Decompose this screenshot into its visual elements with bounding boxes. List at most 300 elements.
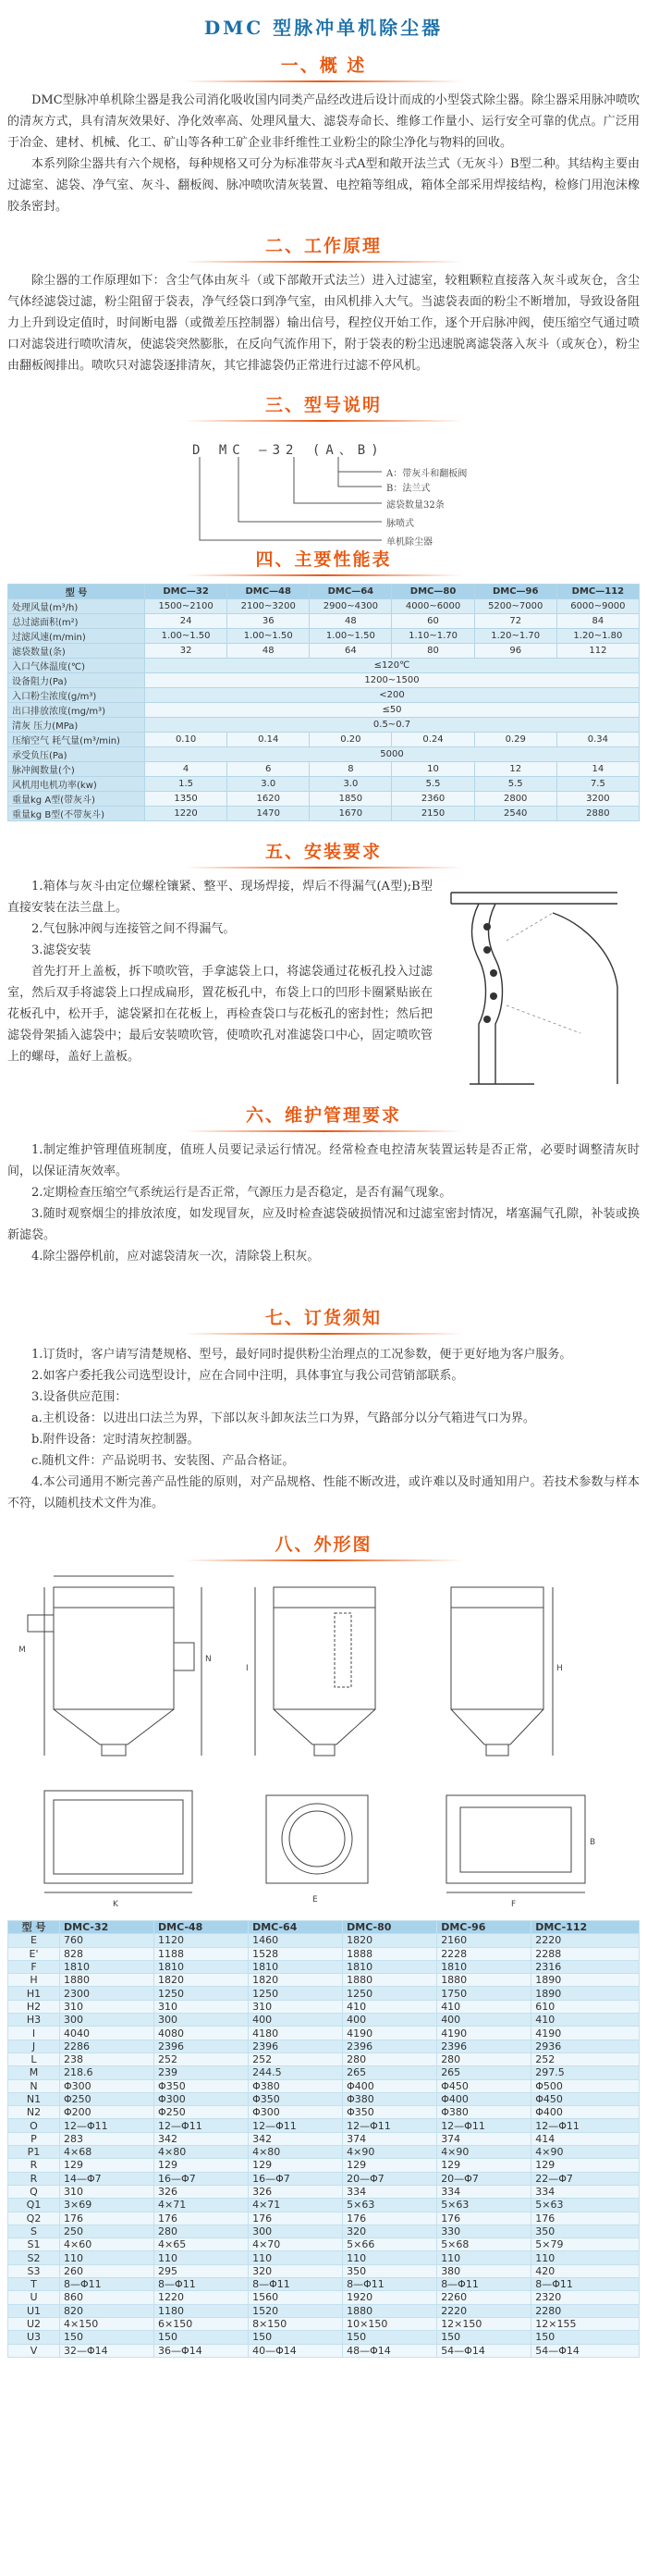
dimension-cell: 334	[437, 2185, 531, 2198]
dim-header-cell: DMC-80	[343, 1921, 437, 1934]
dimension-row	[8, 2027, 640, 2040]
model-label-pulse: 脉喷式	[386, 519, 414, 529]
dimension-cell: 326	[154, 2185, 249, 2198]
dimension-row	[8, 2264, 640, 2277]
dimension-cell: 1880	[437, 1974, 531, 1987]
maintenance-item-3: 3.随时观察烟尘的排放浓度，如发现冒灰，应及时检查滤袋破损情况和过滤室密封情况，堵塞漏气孔隙，补装或换新滤袋。	[7, 1207, 640, 1242]
spec-cell: 8	[310, 762, 392, 777]
dimension-cell: 280	[437, 2052, 531, 2065]
dimension-cell-label: J	[8, 2040, 60, 2052]
dimension-cell: 4190	[437, 2027, 531, 2040]
dimension-cell: 342	[249, 2132, 343, 2145]
spec-row	[8, 718, 640, 733]
dimension-cell: 252	[154, 2052, 249, 2065]
spec-cell-label: 压缩空气 耗气量(m³/min)	[8, 733, 145, 747]
dimension-cell-label: R	[8, 2172, 60, 2185]
spec-cell: 4000~6000	[392, 599, 474, 614]
dimension-cell: 14—Φ7	[60, 2172, 154, 2185]
spec-row	[8, 777, 640, 792]
dim-label-k: K	[113, 1900, 118, 1909]
dimension-cell: 10×150	[343, 2317, 437, 2330]
dimension-row	[8, 2146, 640, 2159]
dimension-cell: 300	[60, 2014, 154, 2027]
dimension-cell: 610	[531, 2000, 640, 2013]
spec-cell: 3200	[556, 792, 639, 807]
dimension-cell: 1120	[154, 1934, 249, 1947]
spec-cell: 24	[145, 614, 227, 629]
dimension-cell: 2160	[437, 1934, 531, 1947]
section-heading-outline	[7, 1531, 640, 1561]
dimension-cell: 150	[249, 2331, 343, 2344]
dimension-cell: 20—Φ7	[343, 2172, 437, 2185]
dimension-row	[8, 2331, 640, 2344]
spec-row	[8, 599, 640, 614]
dimension-row	[8, 2040, 640, 2052]
dimension-cell: 350	[531, 2225, 640, 2237]
spec-cell: 36	[227, 614, 310, 629]
dimension-cell-label: P	[8, 2132, 60, 2145]
spec-cell: 0.5~0.7	[145, 718, 640, 733]
dimension-cell: 1220	[154, 2291, 249, 2304]
spec-row	[8, 762, 640, 777]
dimension-cell: 1810	[343, 1960, 437, 1973]
dimension-cell: Φ380	[343, 2092, 437, 2105]
spec-cell: 32	[145, 644, 227, 659]
spec-header-cell: DMC—112	[556, 585, 639, 599]
spec-cell: 1.20~1.80	[556, 629, 639, 644]
dimension-cell-label: U3	[8, 2331, 60, 2344]
dimension-row	[8, 2159, 640, 2172]
dimension-cell: 1890	[531, 1974, 640, 1987]
dimension-cell: 16—Φ7	[154, 2172, 249, 2185]
dimension-cell: Φ200	[60, 2106, 154, 2119]
dimension-cell-label: E	[8, 1934, 60, 1947]
dimension-cell: 129	[249, 2159, 343, 2172]
maintenance-item-1: 1.制定维护管理值班制度，值班人员要记录运行情况。经常检查电控清灰装置运转是否正常，必要时调整清灰时间，以保证清灰效率。	[7, 1143, 640, 1178]
dimension-cell: 4×65	[154, 2238, 249, 2251]
dimension-cell: 4×90	[343, 2146, 437, 2159]
spec-cell: 5.5	[474, 777, 556, 792]
dimension-cell-label: R	[8, 2159, 60, 2172]
spec-cell: 0.10	[145, 733, 227, 747]
spec-cell: 48	[310, 614, 392, 629]
install-text	[7, 876, 442, 1089]
spec-cell: 1220	[145, 807, 227, 821]
spec-row	[8, 614, 640, 629]
spec-header-cell: DMC—80	[392, 585, 474, 599]
section-heading-principle	[7, 232, 640, 263]
dimension-row	[8, 2238, 640, 2251]
spec-cell: 3.0	[310, 777, 392, 792]
spec-cell-label: 设备阻力(Pa)	[8, 673, 145, 688]
heading-underline	[185, 1333, 462, 1335]
dimension-cell: 129	[154, 2159, 249, 2172]
dimension-cell-label: N	[8, 2079, 60, 2092]
dimension-cell: 326	[249, 2185, 343, 2198]
dimension-cell: 12—Φ11	[249, 2119, 343, 2132]
spec-cell: 1.20~1.70	[474, 629, 556, 644]
dimension-cell: 12—Φ11	[531, 2119, 640, 2132]
dimension-cell: 410	[437, 2000, 531, 2013]
dimension-cell: 320	[249, 2264, 343, 2277]
dimension-cell: 1180	[154, 2304, 249, 2317]
dimension-cell: 250	[60, 2225, 154, 2237]
spec-header-cell: DMC—32	[145, 585, 227, 599]
dimension-cell: 129	[437, 2159, 531, 2172]
dimension-cell: 4×90	[531, 2146, 640, 2159]
dimension-cell: 40—Φ14	[249, 2344, 343, 2357]
dimension-cell: 110	[531, 2251, 640, 2264]
dimension-cell: 5×79	[531, 2238, 640, 2251]
dimension-cell-label: Q	[8, 2185, 60, 2198]
section-heading-specs	[7, 546, 640, 576]
dimension-cell: Φ350	[154, 2079, 249, 2092]
spec-cell: 2360	[392, 792, 474, 807]
dimension-cell: 252	[531, 2052, 640, 2065]
spec-cell-label: 重量kg A型(带灰斗)	[8, 792, 145, 807]
spec-cell: 1850	[310, 792, 392, 807]
dimension-cell: 176	[249, 2212, 343, 2225]
dimension-cell: 32—Φ14	[60, 2344, 154, 2357]
dimension-cell: 4190	[343, 2027, 437, 2040]
dimension-cell: 320	[343, 2225, 437, 2237]
dimension-cell-label: I	[8, 2027, 60, 2040]
dimension-cell: 380	[437, 2264, 531, 2277]
dimension-cell: 1890	[531, 1987, 640, 2000]
heading-text: 四、主要性能表	[255, 549, 392, 570]
install-block	[7, 876, 640, 1089]
dimension-cell: 1880	[343, 1974, 437, 1987]
dimension-cell: 400	[249, 2014, 343, 2027]
spec-cell: 0.14	[227, 733, 310, 747]
filter-bag-drawing	[442, 885, 630, 1089]
spec-cell: 6000~9000	[556, 599, 639, 614]
dimension-cell: 334	[531, 2185, 640, 2198]
model-code-part: —32	[259, 443, 299, 458]
dimension-cell: 12×150	[437, 2317, 531, 2330]
section-heading-model	[7, 391, 640, 422]
dimension-row	[8, 2106, 640, 2119]
dimension-cell-label: Q2	[8, 2212, 60, 2225]
dimension-cell-label: M	[8, 2066, 60, 2079]
dimension-cell: 2280	[531, 2304, 640, 2317]
dimension-cell: 5×66	[343, 2238, 437, 2251]
dimension-cell: 4×71	[154, 2199, 249, 2212]
spec-cell: 6	[227, 762, 310, 777]
dimension-cell-label: S2	[8, 2251, 60, 2264]
spec-row	[8, 747, 640, 762]
dim-header-cell: 型 号	[8, 1921, 60, 1934]
spec-row	[8, 792, 640, 807]
spec-cell-label: 承受负压(Pa)	[8, 747, 145, 762]
dim-label-h: H	[556, 1664, 563, 1673]
spec-cell: 0.20	[310, 733, 392, 747]
dimension-cell: 2936	[531, 2040, 640, 2052]
dimension-row	[8, 2317, 640, 2330]
spec-cell: ≤50	[145, 703, 640, 718]
dimension-cell: Φ500	[531, 2079, 640, 2092]
spec-cell: 64	[310, 644, 392, 659]
dimension-cell: 8—Φ11	[249, 2278, 343, 2291]
spec-cell-label: 出口排放浓度(mg/m³)	[8, 703, 145, 718]
spec-cell: 80	[392, 644, 474, 659]
dimension-cell: 48—Φ14	[343, 2344, 437, 2357]
dimension-cell: 8—Φ11	[531, 2278, 640, 2291]
spec-cell: 1350	[145, 792, 227, 807]
dimension-cell: 150	[343, 2331, 437, 2344]
dimension-cell-label: N1	[8, 2092, 60, 2105]
spec-row	[8, 688, 640, 703]
dimension-cell: 8×150	[249, 2317, 343, 2330]
dimension-cell: 410	[531, 2014, 640, 2027]
dimension-cell: Φ380	[249, 2079, 343, 2092]
spec-row	[8, 659, 640, 673]
side-elevation-drawing	[246, 1569, 403, 1763]
dimension-cell: 374	[343, 2132, 437, 2145]
dimension-cell: 828	[60, 1947, 154, 1960]
dimension-cell: 129	[343, 2159, 437, 2172]
dimension-cell: 150	[60, 2331, 154, 2344]
dimension-cell: 238	[60, 2052, 154, 2065]
dimension-cell: 239	[154, 2066, 249, 2079]
dimension-cell: 283	[60, 2132, 154, 2145]
dimension-cell: 16—Φ7	[249, 2172, 343, 2185]
spec-cell: 5.5	[392, 777, 474, 792]
dim-label-i: I	[246, 1664, 249, 1673]
dimension-cell: 244.5	[249, 2066, 343, 2079]
dimension-cell: 310	[60, 2000, 154, 2013]
dimension-row	[8, 2119, 640, 2132]
spec-cell: 2150	[392, 807, 474, 821]
install-item-1: 1.箱体与灰斗由定位螺栓镶紧、整平、现场焊接，焊后不得漏气(A型);B型直接安装在法兰盘上。	[7, 880, 433, 915]
dim-label-e: E	[312, 1895, 318, 1904]
dimension-table-body	[8, 1934, 640, 2358]
dimension-cell-label: S	[8, 2225, 60, 2237]
dimension-cell: 110	[60, 2251, 154, 2264]
model-label-bag-count: 滤袋数量32条	[386, 500, 445, 511]
dimension-row	[8, 2278, 640, 2291]
spec-cell: 1.00~1.50	[145, 629, 227, 644]
spec-cell-label: 滤袋数量(条)	[8, 644, 145, 659]
spec-cell: 5200~7000	[474, 599, 556, 614]
dimension-cell: 252	[249, 2052, 343, 2065]
spec-cell-label: 清灰 压力(MPa)	[8, 718, 145, 733]
spec-row	[8, 629, 640, 644]
dimension-cell: 280	[154, 2225, 249, 2237]
dimension-cell-label: T	[8, 2278, 60, 2291]
dimension-cell-label: Q1	[8, 2199, 60, 2212]
dimension-cell: 1880	[343, 2304, 437, 2317]
spec-cell: 10	[392, 762, 474, 777]
order-item-4: 4.本公司通用不断完善产品性能的原则，对产品规格、性能不断改进，或许难以及时通知用户。若技术参数与样本不符，以随机技术文件为准。	[7, 1475, 640, 1510]
spec-cell: ≤120℃	[145, 659, 640, 673]
dimension-cell-label: L	[8, 2052, 60, 2065]
dimension-cell: Φ350	[249, 2092, 343, 2105]
dimension-cell-label: V	[8, 2344, 60, 2357]
dimension-cell: 1460	[249, 1934, 343, 1947]
spec-cell: 48	[227, 644, 310, 659]
spec-cell: 2900~4300	[310, 599, 392, 614]
dimension-cell: Φ450	[437, 2079, 531, 2092]
heading-text: 五、安装要求	[264, 842, 382, 862]
dimension-cell: 2228	[437, 1947, 531, 1960]
dimension-cell: 4180	[249, 2027, 343, 2040]
dimension-cell: 1820	[249, 1974, 343, 1987]
dimension-cell: 310	[60, 2185, 154, 2198]
spec-cell: 96	[474, 644, 556, 659]
dimension-cell: 150	[437, 2331, 531, 2344]
spec-cell-label: 脉冲阀数量(个)	[8, 762, 145, 777]
dimension-cell: 12×155	[531, 2317, 640, 2330]
dimension-cell: 20—Φ7	[437, 2172, 531, 2185]
spec-cell: <200	[145, 688, 640, 703]
dimension-cell: 860	[60, 2291, 154, 2304]
dimension-cell: 129	[531, 2159, 640, 2172]
dimension-cell: 22—Φ7	[531, 2172, 640, 2185]
dimension-row	[8, 2052, 640, 2065]
dimension-cell: 350	[343, 2264, 437, 2277]
heading-underline	[185, 867, 462, 869]
dimension-cell: 150	[154, 2331, 249, 2344]
dimension-cell: 300	[249, 2225, 343, 2237]
dimension-cell: 374	[437, 2132, 531, 2145]
order-item-b: b.附件设备：定时清灰控制器。	[31, 1433, 200, 1447]
order-item-2: 2.如客户委托我公司选型设计，应在合同中注明，具体事宜与我公司营销部联系。	[31, 1369, 464, 1383]
dimension-cell: 1188	[154, 1947, 249, 1960]
dimension-cell: 414	[531, 2132, 640, 2145]
dimension-row	[8, 2185, 640, 2198]
spec-cell: 12	[474, 762, 556, 777]
dimension-cell: 176	[531, 2212, 640, 2225]
dimension-row	[8, 1987, 640, 2000]
dimension-cell: 1520	[249, 2304, 343, 2317]
dimension-row	[8, 2291, 640, 2304]
spec-cell: 60	[392, 614, 474, 629]
dimension-cell: 5×63	[531, 2199, 640, 2212]
dimension-row	[8, 2014, 640, 2027]
dim-label-f: F	[511, 1900, 517, 1909]
dimension-cell: 2220	[531, 1934, 640, 1947]
dimension-row	[8, 2199, 640, 2212]
install-item-3: 3.滤袋安装	[31, 943, 92, 957]
heading-underline	[185, 261, 462, 263]
dimension-cell: 1820	[154, 1974, 249, 1987]
dimension-cell: 54—Φ14	[437, 2344, 531, 2357]
dimension-cell-label: S1	[8, 2238, 60, 2251]
spec-cell: 1470	[227, 807, 310, 821]
dimension-cell-label: P1	[8, 2146, 60, 2159]
dimension-cell: 110	[343, 2251, 437, 2264]
dimension-row	[8, 2251, 640, 2264]
model-code-part: MC	[218, 443, 246, 458]
dimension-cell: 5×63	[343, 2199, 437, 2212]
dimension-cell: 110	[249, 2251, 343, 2264]
spec-cell: 3.0	[227, 777, 310, 792]
dimension-cell: 4×150	[60, 2317, 154, 2330]
section-heading-install	[7, 838, 640, 869]
dimension-cell: 1528	[249, 1947, 343, 1960]
dimension-cell: 820	[60, 2304, 154, 2317]
plan-view-top-drawing	[26, 1772, 211, 1911]
dimension-cell: 1810	[249, 1960, 343, 1973]
dimension-row	[8, 1947, 640, 1960]
dimension-cell: Φ300	[154, 2092, 249, 2105]
dimension-cell: Φ400	[343, 2079, 437, 2092]
overview-paragraph-1: DMC型脉冲单机除尘器是我公司消化吸收国内同类产品经改进后设计而成的小型袋式除尘器。除尘器采用脉冲喷吹的清灰方式，具有清灰效果好、净化效率高、处理风量大、滤袋寿命长、维修工作量小、运行安全可靠的优点。广泛用于冶金、建材、机械、化工、矿山等各种工矿企业非纤维性工业粉尘的除尘净化与物料的回收。	[7, 93, 640, 150]
dimension-cell: 12—Φ11	[154, 2119, 249, 2132]
dimension-cell: 297.5	[531, 2066, 640, 2079]
heading-text: 八、外形图	[275, 1535, 372, 1555]
dimension-cell: 1250	[249, 1987, 343, 2000]
dimension-row	[8, 2000, 640, 2013]
dimension-cell-label: H1	[8, 1987, 60, 2000]
dimension-row	[8, 2344, 640, 2357]
spec-cell: 112	[556, 644, 639, 659]
spec-cell: 1.10~1.70	[392, 629, 474, 644]
dimension-cell: Φ250	[60, 2092, 154, 2105]
heading-underline	[185, 80, 462, 82]
dimension-cell: 218.6	[60, 2066, 154, 2079]
dim-header-cell: DMC-96	[437, 1921, 531, 1934]
dimension-cell: 1820	[343, 1934, 437, 1947]
dimension-row	[8, 2304, 640, 2317]
dimension-cell: 2260	[437, 2291, 531, 2304]
dimension-cell: 295	[154, 2264, 249, 2277]
install-item-2: 2.气包脉冲阀与连接管之间不得漏气。	[31, 922, 236, 936]
order-item-c: c.随机文件：产品说明书、安装图、产品合格证。	[31, 1454, 295, 1468]
dimension-cell: 2396	[343, 2040, 437, 2052]
dimension-cell: 342	[154, 2132, 249, 2145]
dimension-cell: 310	[154, 2000, 249, 2013]
order-item-3: 3.设备供应范围：	[31, 1390, 128, 1404]
third-elevation-drawing	[423, 1569, 571, 1763]
dimension-cell: 1810	[437, 1960, 531, 1973]
dimension-cell-label: S3	[8, 2264, 60, 2277]
dimension-cell: 310	[249, 2000, 343, 2013]
spec-cell: 0.24	[392, 733, 474, 747]
dimension-cell-label: U2	[8, 2317, 60, 2330]
dimension-cell: Φ380	[437, 2106, 531, 2119]
dimension-cell: 1880	[60, 1974, 154, 1987]
spec-cell: 1620	[227, 792, 310, 807]
dimension-cell: 5×63	[437, 2199, 531, 2212]
heading-text: 一、概 述	[280, 55, 367, 76]
dimension-cell-label: U	[8, 2291, 60, 2304]
dimension-cell-label: H2	[8, 2000, 60, 2013]
spec-cell-label: 处理风量(m³/h)	[8, 599, 145, 614]
dimension-row	[8, 2225, 640, 2237]
dim-header-cell: DMC-32	[60, 1921, 154, 1934]
dimension-cell: 265	[437, 2066, 531, 2079]
dimension-cell: 1560	[249, 2291, 343, 2304]
filter-bag-illustration	[442, 885, 630, 1089]
spec-cell: 1.5	[145, 777, 227, 792]
dimension-cell: 300	[154, 2014, 249, 2027]
maintenance-item-2: 2.定期检查压缩空气系统运行是否正常，气源压力是否稳定，是否有漏气现象。	[31, 1186, 452, 1200]
dimension-cell: 4190	[531, 2027, 640, 2040]
dimension-cell: 2300	[60, 1987, 154, 2000]
dimension-row	[8, 1960, 640, 1973]
dimension-cell-label: N2	[8, 2106, 60, 2119]
spec-cell-label: 重量kg B型(不带灰斗)	[8, 807, 145, 821]
dimension-cell: 410	[343, 2000, 437, 2013]
spec-cell: 1.00~1.50	[310, 629, 392, 644]
heading-text: 六、维护管理要求	[245, 1105, 401, 1126]
spec-cell-label: 入口气体温度(℃)	[8, 659, 145, 673]
section-heading-overview	[7, 52, 640, 82]
model-code-part: (A、B)	[311, 443, 385, 458]
dimension-cell: 4×68	[60, 2146, 154, 2159]
